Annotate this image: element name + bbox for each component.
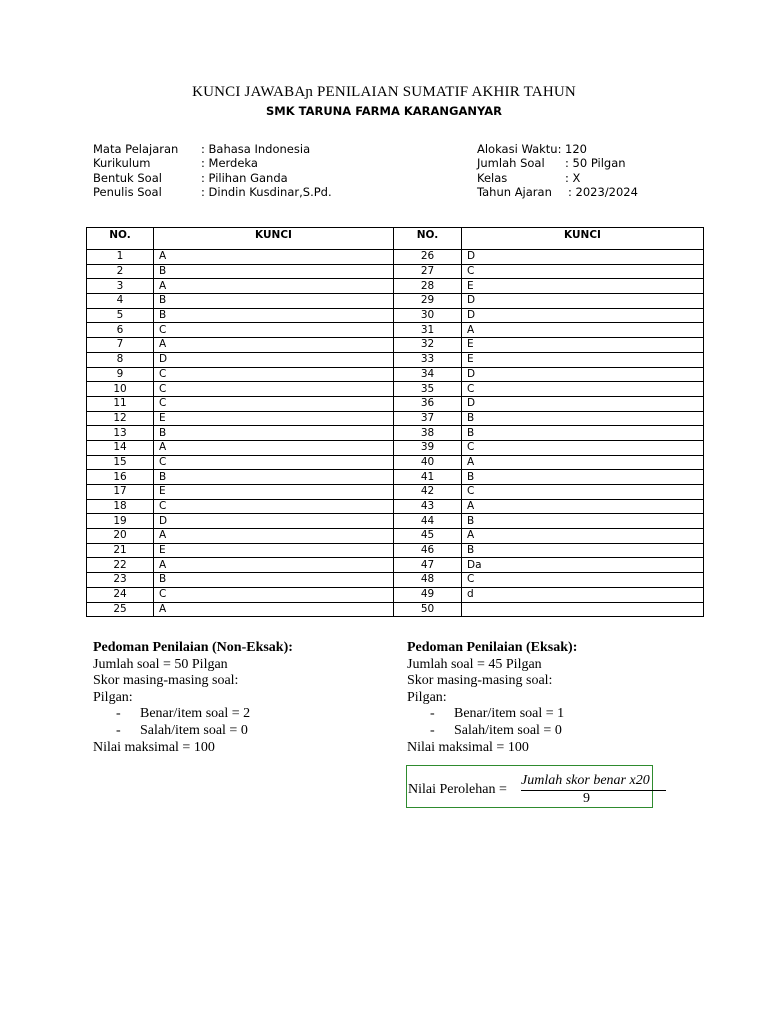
info-left: [93, 142, 332, 199]
guide-score-label: Skor masing-masing soal:: [93, 673, 239, 689]
cell-kunci: D: [154, 514, 394, 529]
list-item: [93, 706, 293, 723]
table-header-row: [87, 228, 704, 250]
info-row: [93, 185, 332, 199]
cell-no: 39: [394, 440, 462, 455]
cell-no: 8: [87, 352, 154, 367]
list-item: [93, 723, 293, 740]
formula-numerator: Jumlah skor benar x20: [521, 773, 650, 788]
cell-no: 42: [394, 485, 462, 500]
guide-max: Nilai maksimal = 100: [93, 739, 215, 755]
cell-no: 48: [394, 573, 462, 588]
cell-no: 18: [87, 499, 154, 514]
fraction-bar: [521, 790, 666, 791]
cell-kunci: C: [462, 573, 704, 588]
cell-no: 29: [394, 294, 462, 309]
cell-kunci: A: [462, 323, 704, 338]
table-row: [87, 529, 704, 544]
cell-no: 16: [87, 470, 154, 485]
cell-no: 41: [394, 470, 462, 485]
cell-kunci: A: [462, 499, 704, 514]
column-header-kunci: KUNCI: [462, 228, 704, 250]
cell-no: 21: [87, 543, 154, 558]
cell-no: 26: [394, 250, 462, 265]
guide-pilgan: Pilgan:: [93, 689, 133, 705]
cell-no: 9: [87, 367, 154, 382]
cell-kunci: B: [462, 543, 704, 558]
cell-kunci: C: [154, 499, 394, 514]
cell-kunci: D: [462, 308, 704, 323]
cell-kunci: D: [462, 396, 704, 411]
cell-no: 7: [87, 338, 154, 353]
info-value: : Pilihan Ganda: [201, 170, 288, 185]
cell-no: 23: [87, 573, 154, 588]
cell-kunci: E: [462, 352, 704, 367]
cell-no: 20: [87, 529, 154, 544]
cell-no: 15: [87, 455, 154, 470]
guide-count: Jumlah soal = 50 Pilgan: [93, 656, 228, 672]
cell-kunci: B: [154, 573, 394, 588]
cell-no: 22: [87, 558, 154, 573]
document-title: KUNCI JAWABAɲ PENILAIAN SUMATIF AKHIR TAHUN: [192, 84, 576, 100]
guide-eksak: [407, 640, 577, 756]
cell-no: 27: [394, 264, 462, 279]
cell-no: 43: [394, 499, 462, 514]
cell-kunci: B: [154, 308, 394, 323]
cell-no: 47: [394, 558, 462, 573]
info-value: 120: [565, 142, 587, 156]
info-label: Mata Pelajaran: [93, 142, 179, 156]
table-row: [87, 338, 704, 353]
cell-kunci: [462, 602, 704, 617]
table-row: [87, 382, 704, 397]
cell-no: 40: [394, 455, 462, 470]
info-value: : Dindin Kusdinar,S.Pd.: [201, 184, 332, 199]
table-row: [87, 499, 704, 514]
info-value: : 2023/2024: [568, 184, 638, 199]
list-item-text: Salah/item soal = 0: [454, 722, 562, 738]
dash-bullet: -: [430, 722, 435, 738]
guide-heading: Pedoman Penilaian (Eksak):: [407, 640, 578, 655]
cell-no: 28: [394, 279, 462, 294]
column-header-no: NO.: [394, 228, 462, 250]
cell-no: 49: [394, 587, 462, 602]
cell-no: 44: [394, 514, 462, 529]
list-item: [407, 706, 577, 723]
cell-kunci: D: [462, 367, 704, 382]
table-row: [87, 367, 704, 382]
cell-no: 1: [87, 250, 154, 265]
cell-kunci: D: [462, 250, 704, 265]
table-row: [87, 558, 704, 573]
cell-kunci: A: [154, 440, 394, 455]
guide-max: Nilai maksimal = 100: [407, 739, 529, 755]
cell-kunci: C: [154, 396, 394, 411]
list-item-text: Benar/item soal = 1: [454, 706, 565, 722]
table-row: [87, 514, 704, 529]
table-row: [87, 470, 704, 485]
cell-kunci: B: [462, 411, 704, 426]
cell-kunci: D: [462, 294, 704, 309]
info-label: Tahun Ajaran: [477, 184, 552, 199]
cell-no: 36: [394, 396, 462, 411]
cell-kunci: A: [154, 338, 394, 353]
info-row: [93, 156, 332, 170]
cell-no: 4: [87, 294, 154, 309]
answer-key-table: [86, 227, 704, 617]
cell-kunci: A: [154, 250, 394, 265]
info-row: [477, 156, 638, 170]
table-row: [87, 440, 704, 455]
cell-kunci: D: [154, 352, 394, 367]
cell-kunci: C: [462, 382, 704, 397]
cell-no: 3: [87, 279, 154, 294]
cell-no: 34: [394, 367, 462, 382]
cell-kunci: C: [462, 264, 704, 279]
table-row: [87, 455, 704, 470]
cell-no: 12: [87, 411, 154, 426]
cell-kunci: E: [462, 279, 704, 294]
cell-kunci: E: [154, 411, 394, 426]
table-row: [87, 323, 704, 338]
table-row: [87, 264, 704, 279]
table-row: [87, 485, 704, 500]
table-row: [87, 250, 704, 265]
table-row: [87, 543, 704, 558]
cell-no: 6: [87, 323, 154, 338]
cell-kunci: C: [154, 455, 394, 470]
cell-no: 25: [87, 602, 154, 617]
cell-no: 31: [394, 323, 462, 338]
cell-kunci: C: [154, 367, 394, 382]
table-row: [87, 573, 704, 588]
info-value: : Merdeka: [201, 156, 258, 171]
table-row: [87, 602, 704, 617]
cell-no: 24: [87, 587, 154, 602]
cell-kunci: C: [154, 323, 394, 338]
cell-kunci: C: [154, 382, 394, 397]
info-label: Kurikulum: [93, 156, 151, 171]
cell-kunci: C: [154, 587, 394, 602]
table-row: [87, 587, 704, 602]
cell-kunci: A: [154, 602, 394, 617]
info-label: Bentuk Soal: [93, 170, 162, 185]
cell-kunci: B: [154, 294, 394, 309]
cell-kunci: d: [462, 587, 704, 602]
cell-kunci: B: [154, 264, 394, 279]
cell-no: 17: [87, 485, 154, 500]
info-label: Penulis Soal: [93, 184, 162, 199]
cell-kunci: A: [462, 455, 704, 470]
info-row: [477, 142, 638, 156]
guide-heading: Pedoman Penilaian (Non-Eksak):: [93, 640, 293, 655]
table-row: [87, 294, 704, 309]
table-row: [87, 411, 704, 426]
answer-table-body: [87, 250, 704, 617]
cell-no: 11: [87, 396, 154, 411]
cell-kunci: C: [462, 440, 704, 455]
dash-bullet: -: [430, 706, 435, 722]
dash-bullet: -: [116, 722, 121, 738]
cell-no: 13: [87, 426, 154, 441]
cell-kunci: Da: [462, 558, 704, 573]
cell-no: 35: [394, 382, 462, 397]
table-row: [87, 352, 704, 367]
cell-kunci: E: [154, 543, 394, 558]
cell-kunci: B: [462, 514, 704, 529]
cell-kunci: A: [154, 529, 394, 544]
cell-no: 5: [87, 308, 154, 323]
info-row: [477, 185, 638, 199]
cell-no: 32: [394, 338, 462, 353]
info-row: [93, 171, 332, 185]
table-row: [87, 308, 704, 323]
cell-kunci: B: [154, 426, 394, 441]
cell-kunci: C: [462, 485, 704, 500]
cell-no: 37: [394, 411, 462, 426]
guide-pilgan: Pilgan:: [407, 689, 447, 705]
cell-kunci: A: [154, 279, 394, 294]
list-item-text: Benar/item soal = 2: [140, 706, 251, 722]
formula-denominator: 9: [583, 791, 590, 806]
cell-no: 19: [87, 514, 154, 529]
info-label: Jumlah Soal: [477, 156, 545, 171]
cell-no: 38: [394, 426, 462, 441]
cell-no: 45: [394, 529, 462, 544]
guide-score-label: Skor masing-masing soal:: [407, 673, 553, 689]
table-row: [87, 426, 704, 441]
cell-kunci: E: [462, 338, 704, 353]
info-value: : X: [565, 170, 581, 185]
cell-kunci: B: [462, 470, 704, 485]
school-name: SMK TARUNA FARMA KARANGANYAR: [266, 104, 502, 118]
info-right: [477, 142, 638, 199]
info-row: [477, 171, 638, 185]
cell-no: 10: [87, 382, 154, 397]
cell-no: 2: [87, 264, 154, 279]
cell-kunci: A: [462, 529, 704, 544]
cell-no: 46: [394, 543, 462, 558]
table-row: [87, 279, 704, 294]
dash-bullet: -: [116, 706, 121, 722]
cell-no: 50: [394, 602, 462, 617]
cell-kunci: B: [462, 426, 704, 441]
cell-kunci: B: [154, 470, 394, 485]
list-item-text: Salah/item soal = 0: [140, 722, 248, 738]
cell-kunci: E: [154, 485, 394, 500]
info-value: : 50 Pilgan: [565, 156, 626, 171]
cell-no: 14: [87, 440, 154, 455]
info-row: [93, 142, 332, 156]
column-header-no: NO.: [87, 228, 154, 250]
table-row: [87, 396, 704, 411]
cell-no: 33: [394, 352, 462, 367]
column-header-kunci: KUNCI: [154, 228, 394, 250]
info-label: Alokasi Waktu:: [477, 142, 562, 156]
list-item: [407, 723, 577, 740]
cell-kunci: A: [154, 558, 394, 573]
info-value: : Bahasa Indonesia: [201, 142, 311, 156]
info-label: Kelas: [477, 170, 508, 185]
cell-no: 30: [394, 308, 462, 323]
guide-non-eksak: [93, 640, 293, 756]
formula-label: Nilai Perolehan =: [408, 782, 507, 797]
guide-count: Jumlah soal = 45 Pilgan: [407, 656, 542, 672]
